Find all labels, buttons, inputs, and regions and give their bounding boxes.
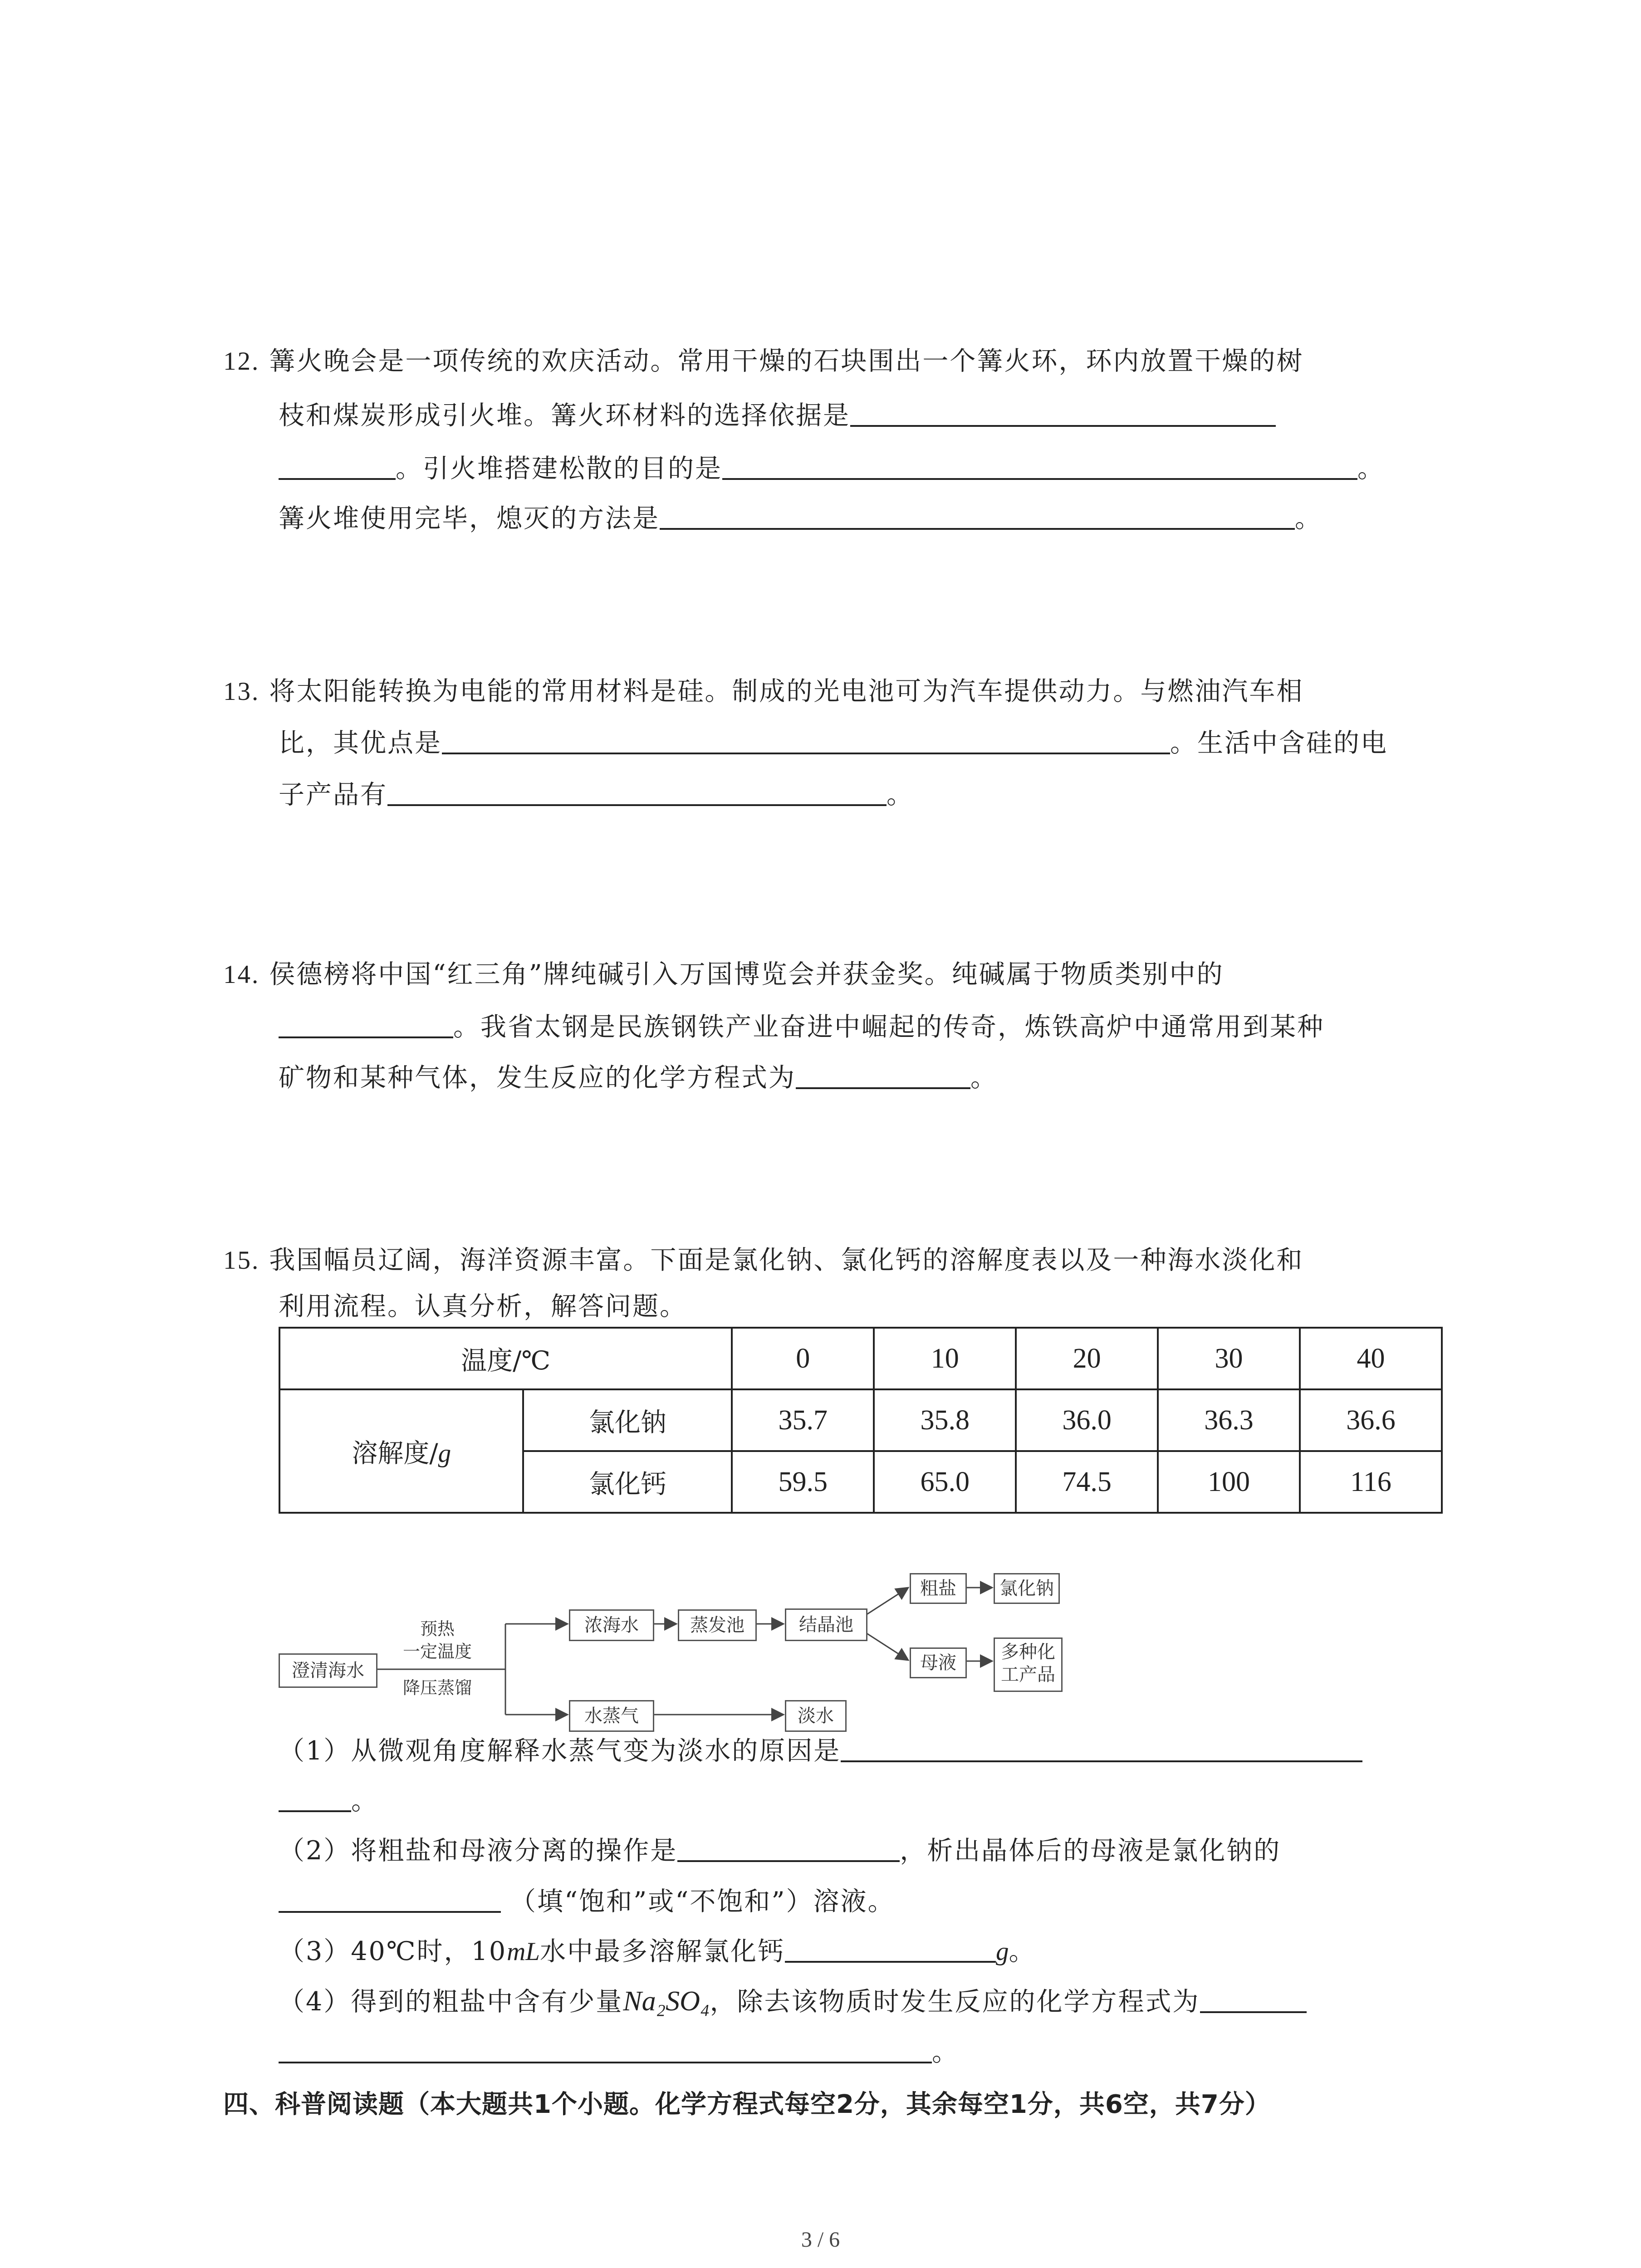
chemical-products-line2: 工产品 [1001,1664,1055,1685]
unit-ml: mL [507,1937,540,1966]
answer-blank[interactable] [279,2034,932,2063]
q15-text-2: 利用流程。认真分析，解答问题。 [279,1291,687,1321]
table-cell: 116 [1300,1451,1442,1513]
q15-sub1-cont [279,1783,378,1819]
temp-cell: 30 [1158,1328,1300,1389]
table-row [279,1328,1442,1389]
answer-blank[interactable] [677,1833,900,1862]
q14-text-1: 侯德榜将中国“红三角”牌纯碱引入万国博览会并获金奖。纯碱属于物质类别中的 [269,959,1224,989]
mother-liquor-box: 母液 [910,1647,967,1678]
answer-blank[interactable] [850,398,1276,427]
chemical-products-box [994,1637,1063,1692]
temp-cell: 10 [874,1328,1016,1389]
answer-blank[interactable] [279,1009,453,1038]
q14-text-3: 矿物和某种气体，发生反应的化学方程式为 [279,1063,796,1093]
table-cell: 74.5 [1016,1451,1158,1513]
question-number: 13. [223,677,260,706]
q12-text-4b: 。 [1295,503,1322,533]
q15-sub3-text: （3）40℃时，10 [279,1936,507,1966]
q15-sub3-text-b: 水中最多溶解氯化钙 [539,1936,785,1966]
temp-cell: 0 [732,1328,874,1389]
q14-line3 [279,1060,998,1096]
water-vapor-box: 水蒸气 [569,1700,654,1732]
desalination-flow-diagram [279,1560,1095,1742]
solubility-unit: g [438,1439,451,1468]
q13-text-3b: 。 [887,780,914,810]
q12-line2 [279,397,1276,434]
q15-sub2-text: （2）将粗盐和母液分离的操作是 [279,1836,678,1866]
q15-line2 [279,1288,687,1325]
page-number: 3 / 6 [801,2228,840,2252]
answer-blank[interactable] [387,777,887,806]
q15-sub4 [279,1983,1307,2020]
q15-line1 [223,1242,1303,1279]
table-cell: 59.5 [732,1451,874,1513]
q15-sub4-cont [279,2034,959,2070]
seawater-box: 澄清海水 [279,1653,377,1688]
q15-sub3-end: 。 [1009,1936,1036,1966]
answer-blank[interactable] [841,1733,1362,1762]
chemical-products-line1: 多种化 [1001,1642,1055,1662]
q14-line1 [223,956,1224,993]
q15-sub4-text: （4）得到的粗盐中含有少量 [279,1987,623,2017]
question-number: 15. [223,1246,260,1275]
question-number: 12. [223,347,260,376]
q14-line2 [279,1009,1324,1045]
temp-cell: 40 [1300,1328,1442,1389]
q12-line3 [279,450,1385,487]
unit-g: g [995,1937,1009,1966]
q13-line3 [279,777,914,813]
preheat-label: 预热 [420,1619,455,1639]
answer-blank[interactable] [796,1060,970,1089]
sodium-chloride-box: 氯化钠 [994,1573,1060,1604]
table-cell: 36.0 [1016,1389,1158,1451]
solubility-table [279,1327,1443,1514]
table-cell: 65.0 [874,1451,1016,1513]
answer-blank[interactable] [1200,1984,1307,2013]
q13-text-2b: 。生活中含硅的电 [1170,728,1388,758]
q12-text-3b: 。 [1357,454,1385,484]
section-4-heading: 四、科普阅读题（本大题共1个小题。化学方程式每空2分，其余每空1分，共6空，共7分） [223,2090,1271,2119]
answer-blank[interactable] [279,451,396,480]
q12-text-2: 枝和煤炭形成引火堆。篝火环材料的选择依据是 [279,401,850,430]
answer-blank[interactable] [785,1934,996,1963]
q15-sub1-end: 。 [351,1786,378,1816]
temp-cell: 20 [1016,1328,1158,1389]
table-cell: 36.3 [1158,1389,1300,1451]
q13-line1 [223,673,1303,710]
temperature-label: 一定温度 [402,1642,472,1662]
q13-text-3: 子产品有 [279,780,387,810]
q12-line1 [223,343,1303,380]
chemical-formula: Na₂SO₄ [623,1986,710,2017]
crude-salt-box: 粗盐 [910,1573,967,1604]
q14-text-2: 。我省太钢是民族钢铁产业奋进中崛起的传奇，炼铁高炉中通常用到某种 [453,1012,1324,1042]
solubility-label-text: 溶解度/ [352,1438,438,1468]
q15-sub4-end: 。 [932,2037,959,2067]
table-cell: 35.8 [874,1389,1016,1451]
q15-sub2 [279,1833,1281,1869]
q12-text-3: 。引火堆搭建松散的目的是 [396,454,722,484]
crystallization-pond-box: 结晶池 [785,1608,867,1641]
q15-sub2-text-b: ，析出晶体后的母液是氯化钠的 [900,1836,1281,1866]
q15-sub1 [279,1733,1362,1769]
q12-text-1: 篝火晚会是一项传统的欢庆活动。常用干燥的石块围出一个篝火环，环内放置干燥的树 [269,346,1304,376]
q12-line4 [279,500,1322,537]
answer-blank[interactable] [279,1783,351,1812]
distill-label: 降压蒸馏 [402,1678,472,1698]
q13-text-1: 将太阳能转换为电能的常用材料是硅。制成的光电池可为汽车提供动力。与燃油汽车相 [269,676,1304,706]
answer-blank[interactable] [722,451,1357,480]
table-cell: 100 [1158,1451,1300,1513]
table-cell: 35.7 [732,1389,874,1451]
solubility-label [279,1389,523,1513]
table-cell: 36.6 [1300,1389,1442,1451]
q15-text-1: 我国幅员辽阔，海洋资源丰富。下面是氯化钠、氯化钙的溶解度表以及一种海水淡化和 [269,1245,1304,1275]
q15-sub1-text: （1）从微观角度解释水蒸气变为淡水的原因是 [279,1736,841,1766]
answer-blank[interactable] [660,501,1295,530]
q15-sub2-cont [279,1883,895,1920]
substance-name: 氯化钠 [523,1389,732,1451]
question-number: 14. [223,960,260,989]
evaporation-pond-box: 蒸发池 [678,1609,757,1641]
substance-name: 氯化钙 [523,1451,732,1513]
temp-header: 温度/℃ [279,1328,732,1389]
table-row [279,1389,1442,1451]
q13-line2 [279,725,1388,761]
q15-sub2-text-c: （填“饱和”或“不饱和”）溶液。 [510,1887,895,1916]
answer-blank[interactable] [442,725,1170,754]
q14-text-3b: 。 [970,1063,998,1093]
q15-sub3 [279,1933,1036,1970]
answer-blank[interactable] [279,1884,501,1913]
q13-text-2: 比，其优点是 [279,728,442,758]
fresh-water-box: 淡水 [785,1700,847,1732]
q12-text-4: 篝火堆使用完毕，熄灭的方法是 [279,503,660,533]
q15-sub4-text-b: ，除去该物质时发生反应的化学方程式为 [710,1987,1200,2017]
concentrated-seawater-box: 浓海水 [569,1609,654,1641]
